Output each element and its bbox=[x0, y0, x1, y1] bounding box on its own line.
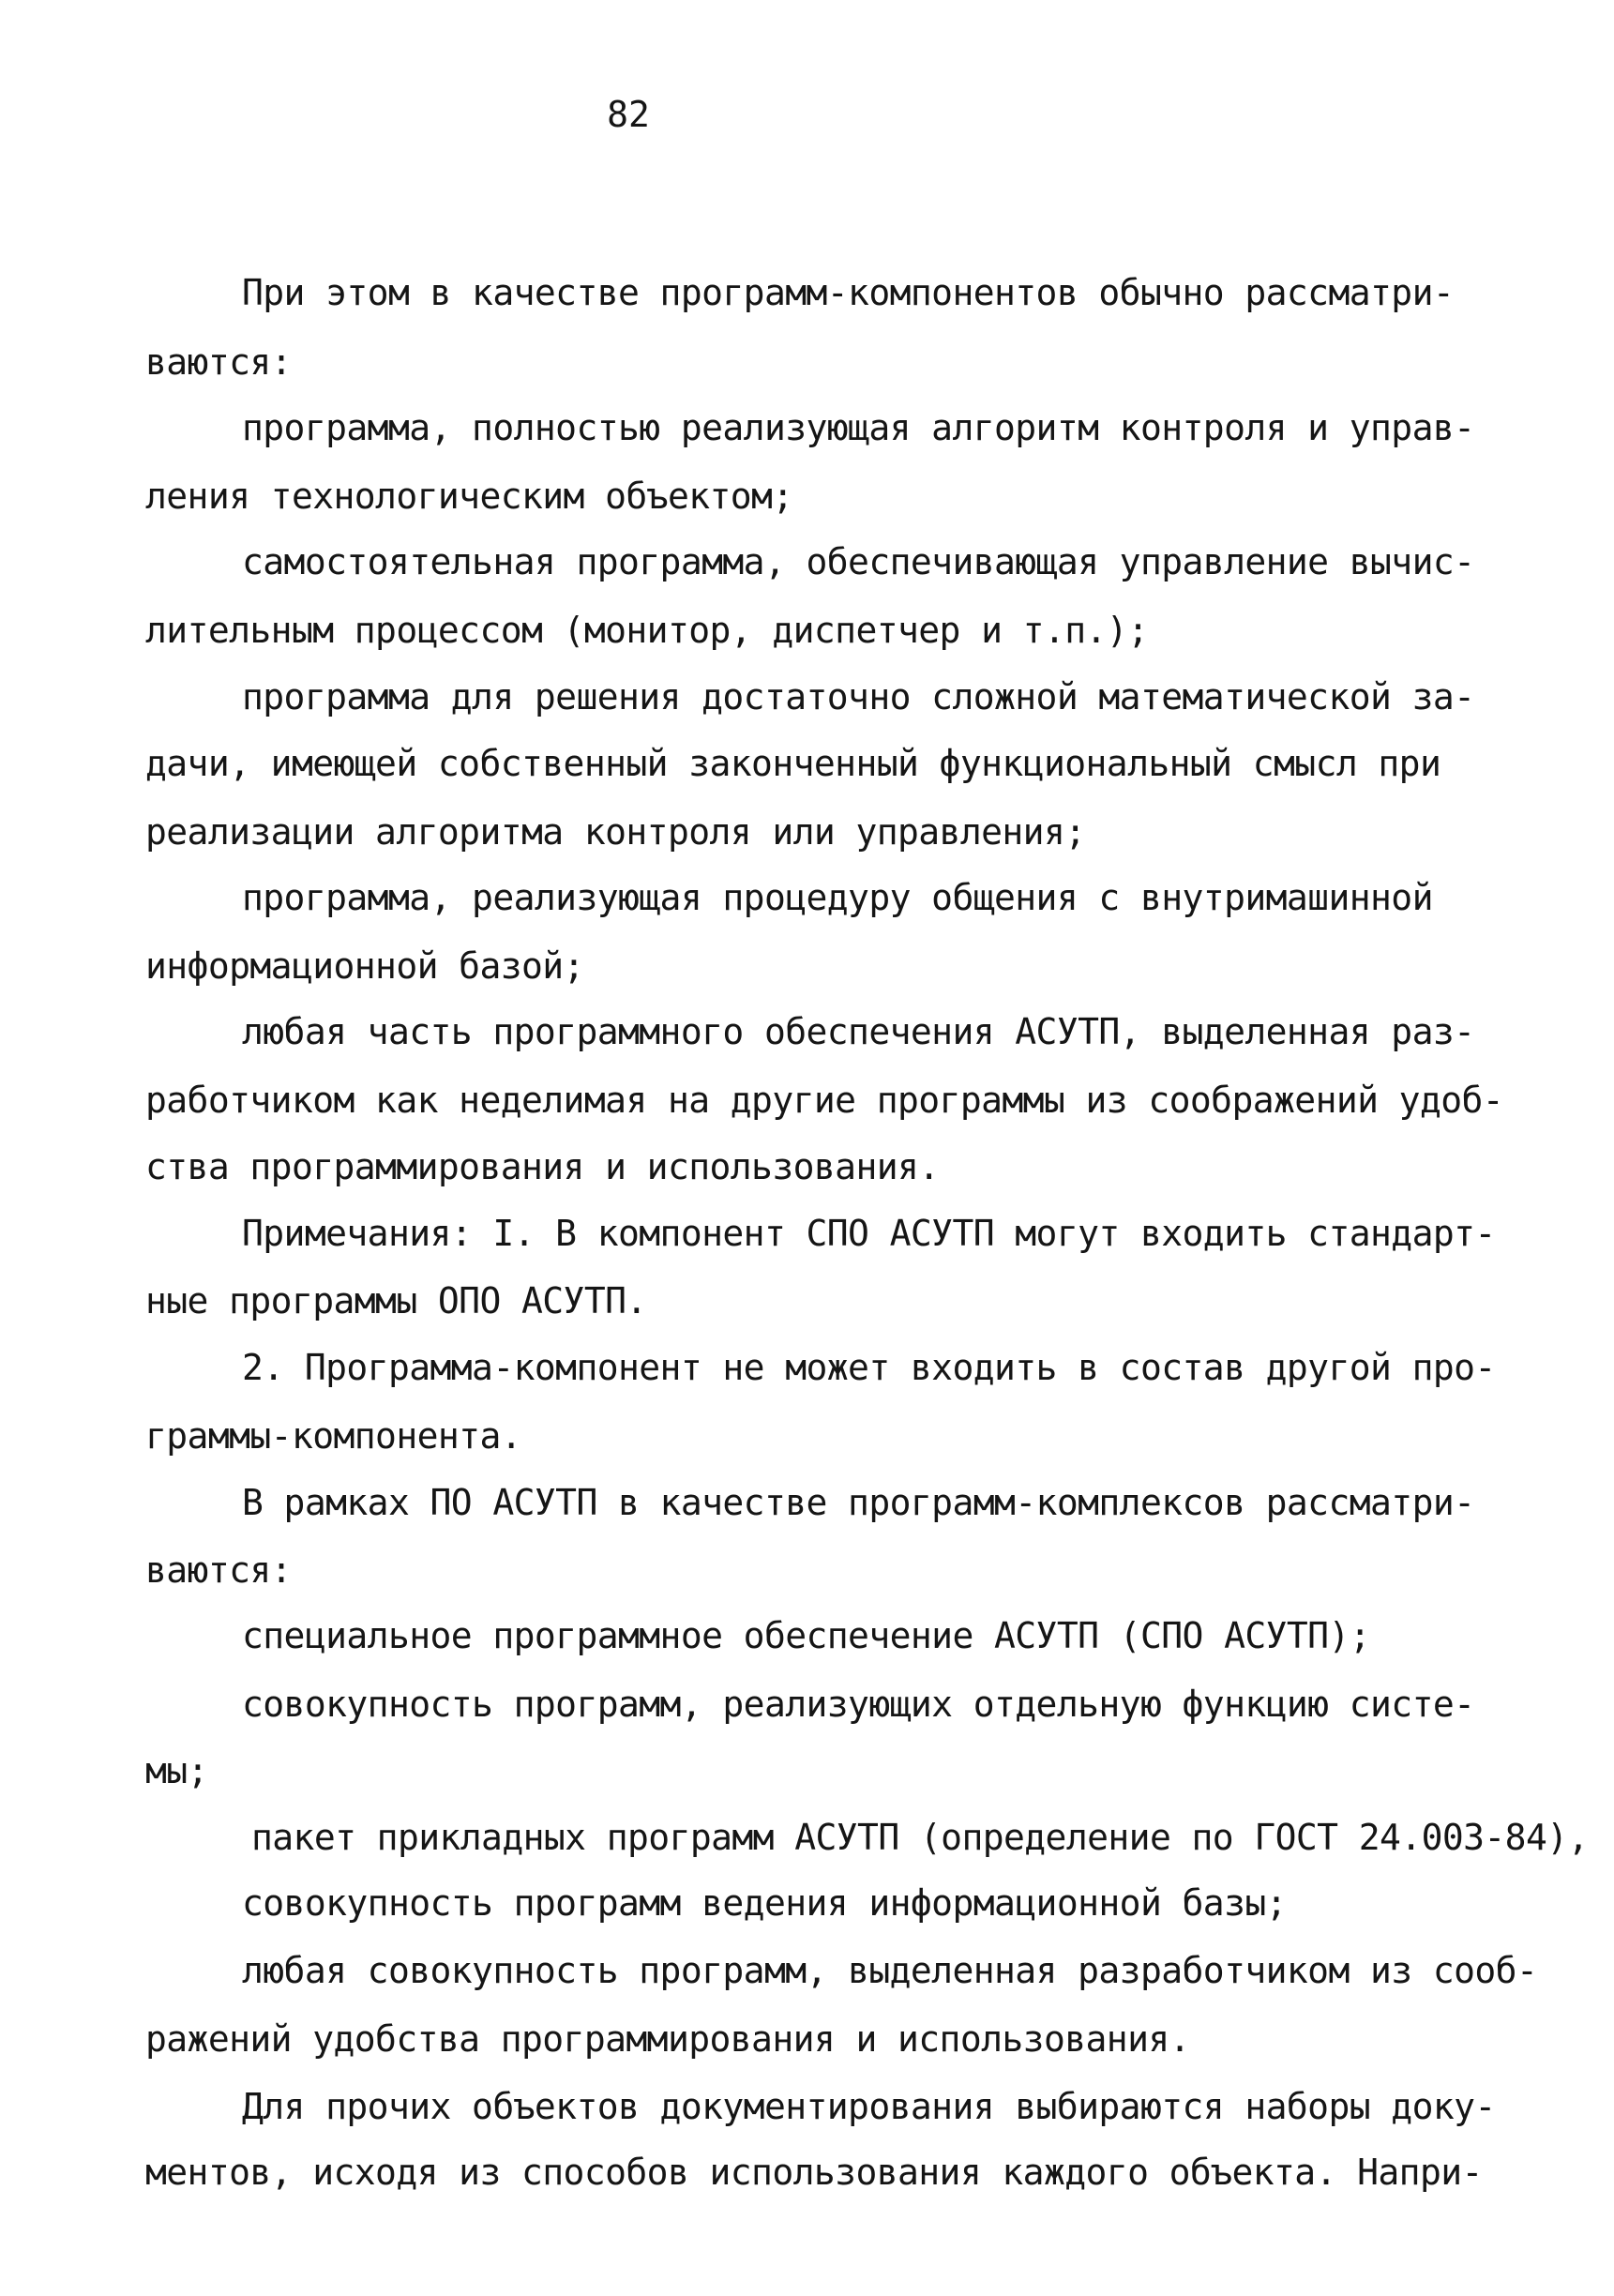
text-line: специальное программное обеспечение АСУТП (СПО АСУТП); bbox=[242, 1615, 1371, 1656]
text-line: любая совокупность программ, выделенная разработчиком из сооб- bbox=[242, 1950, 1538, 1991]
text-line: ваются: bbox=[145, 1549, 292, 1591]
text-line: ражений удобства программирования и использования. bbox=[145, 2018, 1190, 2060]
text-line: граммы-компонента. bbox=[145, 1415, 522, 1457]
text-line: В рамках ПО АСУТП в качестве программ-комплексов рассматри- bbox=[242, 1482, 1475, 1523]
text-line: дачи, имеющей собственный законченный функциональный смысл при bbox=[145, 743, 1441, 784]
text-line: Примечания: I. В компонент СПО АСУТП могут входить стандарт- bbox=[242, 1213, 1496, 1254]
text-line: Для прочих объектов документирования выбираются наборы доку- bbox=[242, 2086, 1496, 2127]
text-line: 2. Программа-компонент не может входить в состав другой про- bbox=[242, 1347, 1496, 1388]
text-line: ления технологическим объектом; bbox=[145, 476, 793, 517]
text-line: информационной базой; bbox=[145, 945, 584, 987]
text-line: самостоятельная программа, обеспечивающая управление вычис- bbox=[242, 541, 1475, 582]
text-line: При этом в качестве программ-компонентов обычно рассматри- bbox=[242, 272, 1455, 313]
text-line: работчиком как неделимая на другие программы из соображений удоб- bbox=[145, 1080, 1504, 1121]
text-line: ные программы ОПО АСУТП. bbox=[145, 1280, 647, 1322]
text-line: программа, реализующая процедуру общения с внутримашинной bbox=[242, 877, 1433, 918]
text-line: программа, полностью реализующая алгоритм контроля и управ- bbox=[242, 407, 1475, 448]
text-line: ментов, исходя из способов использования каждого объекта. Напри- bbox=[145, 2152, 1483, 2193]
text-line: ства программирования и использования. bbox=[145, 1146, 940, 1187]
text-line: любая часть программного обеспечения АСУТП, выделенная раз- bbox=[242, 1011, 1475, 1052]
text-line: совокупность программ, реализующих отдельную функцию систе- bbox=[242, 1684, 1475, 1725]
text-line: реализации алгоритма контроля или управления; bbox=[145, 811, 1086, 853]
text-line: мы; bbox=[145, 1750, 208, 1791]
text-line: программа для решения достаточно сложной математической за- bbox=[242, 676, 1475, 718]
text-line: совокупность программ ведения информационной базы; bbox=[242, 1882, 1287, 1924]
text-line: лительным процессом (монитор, диспетчер и т.п.); bbox=[145, 610, 1149, 651]
page-number: 82 bbox=[607, 94, 650, 135]
text-line: ваются: bbox=[145, 341, 292, 383]
text-line: пакет прикладных программ АСУТП (определение по ГОСТ 24.003-84), bbox=[251, 1817, 1589, 1858]
